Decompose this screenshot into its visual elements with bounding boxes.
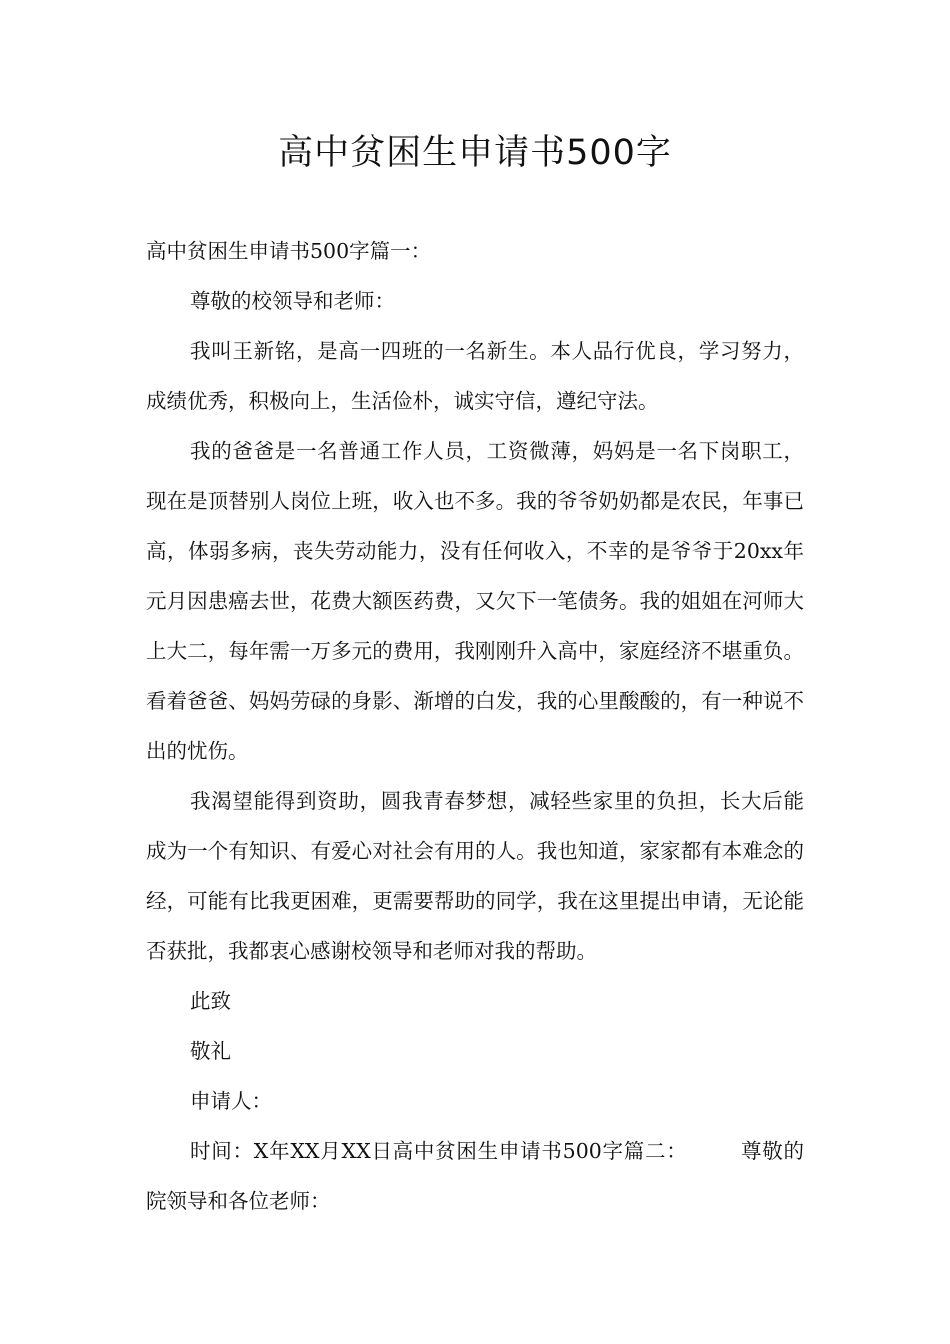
section-heading: 高中贫困生申请书500字篇一： [146, 239, 432, 263]
date-and-next-section: 时间：X年XX月XX日高中贫困生申请书500字篇二： 尊敬的院领导和各位老师： [146, 1139, 804, 1213]
paragraph-family-situation: 我的爸爸是一名普通工作人员，工资微薄，妈妈是一名下岗职工，现在是顶替别人岗位上班，收入也不多。我的爷爷奶奶都是农民，年事已高，体弱多病，丧失劳动能力，没有任何收入，不幸的是爷爷于20xx年元月因患癌去世，花费大额医药费，又欠下一笔债务。我的姐姐在河师大上大二，每年需一万多元的费用，我刚刚升入高中，家庭经济不堪重负。看着爸爸、妈妈劳碌的身影、渐增的白发，我的心里酸酸的，有一种说不出的忧伤。 [146, 439, 804, 763]
document-body [146, 226, 804, 1226]
closing-cizhi: 此致 [190, 989, 231, 1013]
salutation: 尊敬的校领导和老师： [190, 289, 395, 313]
paragraph-introduction: 我叫王新铭，是高一四班的一名新生。本人品行优良，学习努力， 成绩优秀，积极向上，生活俭朴，诚实守信，遵纪守法。 [146, 339, 804, 413]
applicant-line: 申请人： [190, 1089, 272, 1113]
closing-jingli: 敬礼 [190, 1039, 231, 1063]
document-title: 高中贫困生申请书500字 [278, 133, 672, 173]
paragraph-request: 我渴望能得到资助，圆我青春梦想，减轻些家里的负担，长大后能成为一个有知识、有爱心对社会有用的人。我也知道，家家都有本难念的经，可能有比我更困难，更需要帮助的同学，我在这里提出申请，无论能否获批，我都衷心感谢校领导和老师对我的帮助。 [146, 789, 804, 963]
